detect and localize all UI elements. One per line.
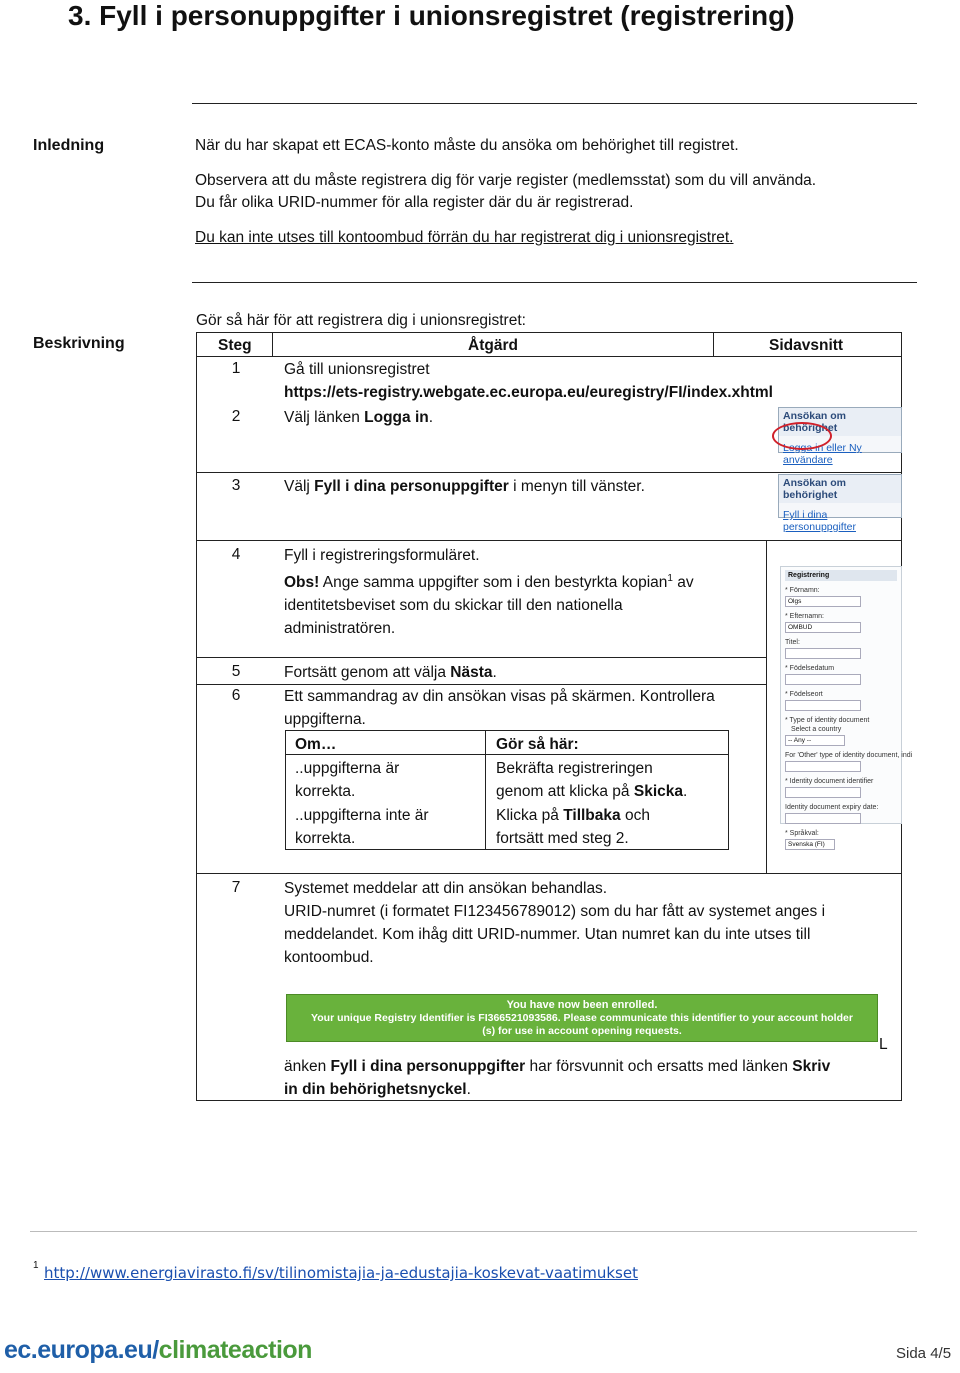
step-text: Ett sammandrag av din ansökan visas på skärmen. Kontrollera: [284, 688, 715, 705]
step-text: uppgifterna.: [284, 711, 366, 728]
step-7-note: [284, 1055, 830, 1101]
column-header-section: Sidavsnitt: [769, 337, 844, 354]
divider: [192, 282, 917, 283]
step-text: i menyn till vänster.: [508, 478, 645, 495]
step-number: 2: [231, 408, 241, 425]
cell-text: korrekta.: [295, 783, 356, 800]
step-bold: Nästa: [450, 664, 493, 681]
form-field: Olgs: [785, 596, 861, 607]
intro-text: [195, 135, 816, 249]
decision-cell: [496, 804, 650, 850]
decision-header: Om…: [295, 736, 337, 753]
cell-text: och: [620, 807, 650, 824]
step-1-text: [284, 358, 773, 404]
table-rule: [713, 332, 714, 356]
page-number: Sida 4/5: [896, 1345, 952, 1362]
cell-text: genom att klicka på: [496, 783, 634, 800]
cell-text: ..uppgifterna inte är: [295, 807, 429, 824]
form-select: -- Any --: [785, 735, 845, 746]
cell-text: korrekta.: [295, 830, 356, 847]
step-7-text: [284, 877, 825, 969]
footnote-ref: 1: [667, 573, 673, 584]
step-text: av: [672, 574, 694, 592]
step-bold: Skriv: [792, 1058, 831, 1075]
step-bold: in din behörighetsnyckel: [284, 1081, 467, 1098]
step-bold: Fyll i dina personuppgifter: [314, 478, 509, 495]
step-5-text: [284, 661, 497, 684]
form-field: [785, 761, 861, 772]
step-text: administratören.: [284, 620, 396, 638]
banner-text: Your unique Registry Identifier is FI366521093586. Please communicate this identifier to your account holder: [311, 1012, 853, 1024]
intro-paragraph: När du har skapat ett ECAS-konto måste du ansöka om behörighet till registret.: [195, 137, 739, 154]
obs-label: Obs!: [284, 574, 320, 592]
step-text: .: [428, 409, 434, 426]
column-header-step: Steg: [218, 337, 252, 354]
form-heading: Registrering: [785, 570, 897, 581]
form-label: * Födelsedatum: [785, 665, 835, 672]
step-number: 6: [231, 687, 241, 704]
intro-paragraph: Observera att du måste registrera dig för varje register (medlemsstat) som du vill använda.: [195, 172, 817, 189]
form-label: * Födelseort: [785, 691, 823, 698]
footnote-mark: 1: [33, 1260, 39, 1271]
cell-text: fortsätt med steg 2.: [496, 830, 629, 847]
column-header-action: Åtgärd: [468, 337, 518, 354]
table-rule: [196, 873, 902, 874]
step-text: L: [879, 1036, 888, 1053]
step-number: 3: [231, 477, 241, 494]
table-rule: [196, 657, 766, 658]
intro-paragraph: Du får olika URID-nummer för alla register där du är registrerad.: [195, 194, 634, 211]
banner-text: (s) for use in account opening requests.: [482, 1025, 682, 1037]
section-label-description: Beskrivning: [33, 335, 125, 352]
step-4-text: [284, 544, 694, 640]
form-label: * Identity document identifier: [785, 778, 874, 785]
personal-data-link: Fyll i dina personuppgifter: [783, 509, 856, 533]
cell-bold: Tillbaka: [563, 807, 621, 824]
registry-url: https://ets-registry.webgate.ec.europa.eu/euregistry/FI/index.xhtml: [284, 384, 773, 401]
highlight-circle: [772, 422, 832, 450]
table-rule: [766, 540, 767, 873]
step-text: Välj: [284, 478, 315, 495]
page-title: 3. Fyll i personuppgifter i unionsregistret (registrering): [68, 0, 795, 31]
step-text: Ange samma uppgifter som i den bestyrkta kopian: [319, 574, 668, 592]
form-field: [785, 674, 861, 685]
step-6-text: [284, 685, 715, 731]
step-text: meddelandet. Kom ihåg ditt URID-nummer. Utan numret kan du inte utses till: [284, 926, 811, 943]
cell-text: .: [683, 783, 688, 800]
form-field: [785, 787, 861, 798]
cell-text: Klicka på: [496, 807, 564, 824]
step-text: Fyll i registreringsformuläret.: [284, 547, 480, 564]
step-text: änken: [284, 1058, 331, 1075]
screenshot-title: Ansökan om behörighet: [779, 475, 901, 503]
screenshot-title: Ansökan om behörighet: [779, 408, 901, 436]
form-field: [785, 813, 861, 824]
form-label: * Språkval:: [785, 830, 819, 837]
registration-form-screenshot: [780, 566, 913, 848]
brand-logo: [4, 1336, 312, 1365]
form-select: Svenska (FI): [785, 839, 835, 850]
footnote-link[interactable]: http://www.energiavirasto.fi/sv/tilinomistajia-ja-edustajia-koskevat-vaatimukset: [44, 1264, 638, 1282]
step-number: 5: [231, 663, 241, 680]
login-link: Logga in eller Ny användare: [783, 442, 862, 466]
decision-header: Gör så här:: [496, 736, 579, 753]
step-number: 4: [231, 546, 241, 563]
section-label-intro: Inledning: [33, 137, 105, 154]
step-2-text: [284, 406, 433, 429]
step-text: .: [466, 1081, 471, 1098]
step-text: identitetsbeviset som du skickar till den nationella: [284, 597, 623, 615]
decision-cell: [496, 757, 687, 803]
form-label: * Type of identity document: [785, 717, 870, 724]
divider: [192, 103, 917, 104]
table-rule: [485, 730, 486, 850]
cell-text: Bekräfta registreringen: [496, 760, 653, 777]
form-label: Identity document expiry date:: [785, 804, 879, 811]
step-text: .: [492, 664, 497, 681]
step-bold: Logga in: [364, 409, 429, 426]
form-field: OMBUD: [785, 622, 861, 633]
step-number: 1: [231, 360, 241, 377]
intro-underlined-note: Du kan inte utses till kontoombud förrän du har registrerat dig i unionsregistret.: [195, 229, 734, 246]
table-rule: [196, 472, 902, 473]
decision-cell: [295, 757, 399, 803]
form-field: [785, 648, 861, 659]
step-text: Gå till unionsregistret: [284, 361, 430, 378]
decision-cell: [295, 804, 429, 850]
banner-text: You have now been enrolled.: [506, 999, 658, 1011]
form-label: Select a country: [791, 726, 842, 733]
form-label: * Förnamn:: [785, 587, 820, 594]
cell-text: ..uppgifterna är: [295, 760, 400, 777]
form-label: Titel:: [785, 639, 800, 646]
cell-bold: Skicka: [633, 783, 683, 800]
form-label: * Efternamn:: [785, 613, 824, 620]
step-text: Fortsätt genom att välja: [284, 664, 451, 681]
step-text: Systemet meddelar att din ansökan behandlas.: [284, 880, 608, 897]
brand-text: ec.europa.eu/: [4, 1336, 159, 1364]
step-text: URID-numret (i formatet FI123456789012) som du har fått av systemet anges i: [284, 903, 826, 920]
brand-text: climateaction: [158, 1336, 312, 1364]
step-text: Välj länken: [284, 409, 365, 426]
step-3-text: [284, 475, 645, 498]
table-rule: [272, 332, 273, 356]
step-bold: Fyll i dina personuppgifter: [330, 1058, 526, 1075]
step-text: har försvunnit och ersatts med länken: [525, 1058, 793, 1075]
description-intro: Gör så här för att registrera dig i unionsregistret:: [196, 312, 526, 329]
table-rule: [196, 540, 902, 541]
table-rule: [196, 356, 902, 357]
form-field: [785, 700, 861, 711]
enrolled-banner-screenshot: [286, 994, 878, 1042]
step-text: kontoombud.: [284, 949, 374, 966]
menu-screenshot: [778, 474, 902, 533]
form-label: For 'Other' type of identity document, indi: [785, 752, 913, 759]
footnote-divider: [30, 1231, 917, 1232]
step-number: 7: [231, 879, 241, 896]
